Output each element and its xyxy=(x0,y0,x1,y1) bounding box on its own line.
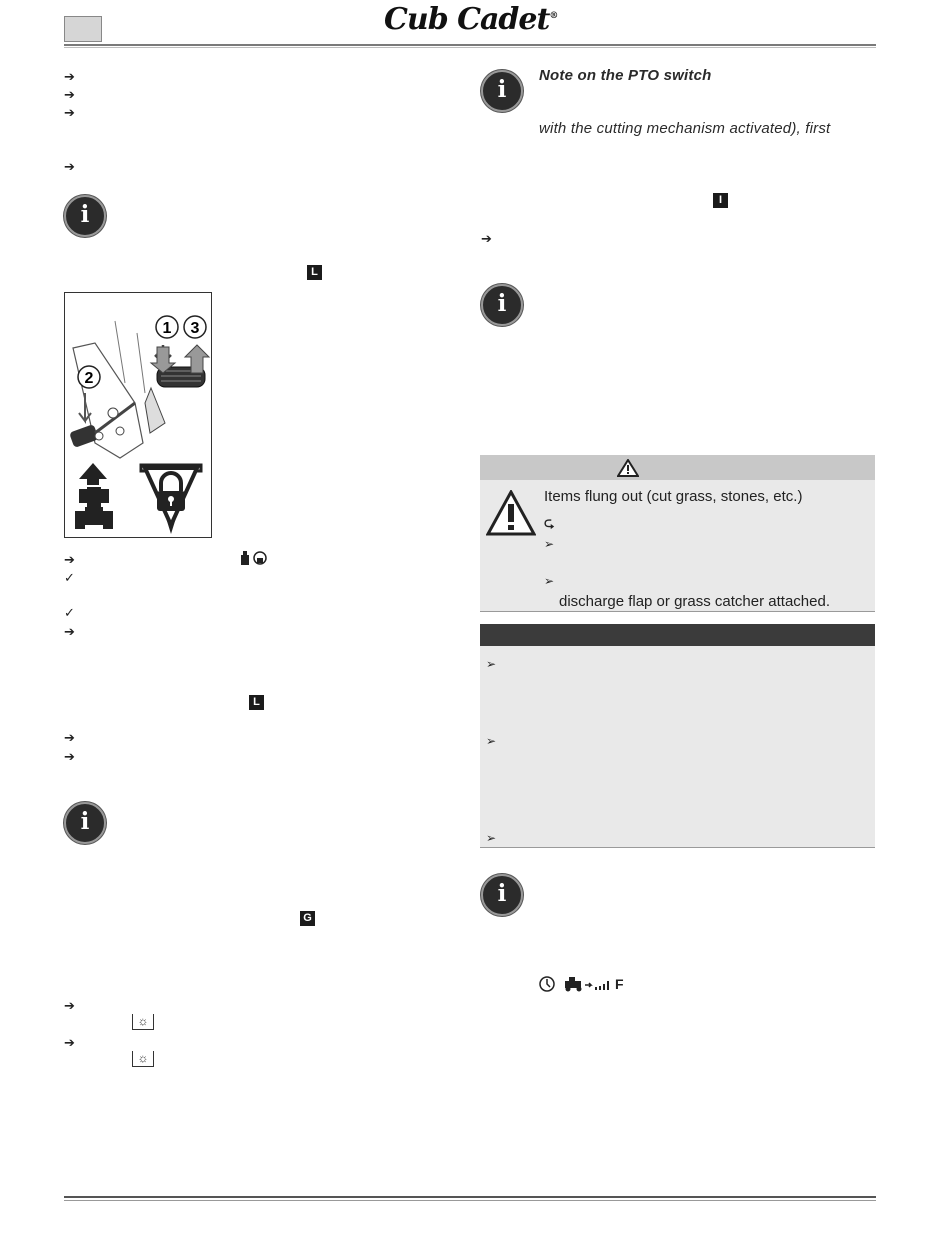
check-bullet: ✓ xyxy=(64,570,75,585)
arrow-bullet: ➔ xyxy=(64,730,75,745)
warning-line-4: discharge flap or grass catcher attached. xyxy=(559,593,830,610)
badge-G: G xyxy=(300,911,315,926)
pedal-illustration xyxy=(65,293,211,537)
arrow-bullet: ➔ xyxy=(481,231,492,246)
footer-rule xyxy=(64,1196,876,1198)
check-bullet: ✓ xyxy=(64,605,75,620)
warning-small-icon xyxy=(617,459,639,477)
arrow-bullet: ➔ xyxy=(64,624,75,639)
info-icon: i xyxy=(481,284,523,326)
notice-body xyxy=(480,646,875,848)
notice-header xyxy=(480,624,875,646)
tri-bullet: ➢ xyxy=(486,831,497,845)
trademark: ® xyxy=(549,11,558,21)
tri-bullet: ➢ xyxy=(486,657,497,671)
parking-brake-figure xyxy=(64,292,212,538)
tri-bullet: ➢ xyxy=(544,574,555,588)
speed-symbols-icon xyxy=(539,975,619,993)
arrow-bullet: ➔ xyxy=(64,749,75,764)
headlight-switch-icon: ☼ xyxy=(132,1051,154,1067)
info-icon: i xyxy=(481,874,523,916)
brand-name: Cub Cadet xyxy=(384,2,550,37)
footer-rule-thin xyxy=(64,1200,876,1201)
tri-bullet: ➢ xyxy=(486,734,497,748)
header-rule-thin xyxy=(64,47,876,48)
arrow-bullet: ➔ xyxy=(64,87,75,102)
arrow-bullet: ➔ xyxy=(64,998,75,1013)
info-icon: i xyxy=(64,195,106,237)
callout-1-label: 1 xyxy=(162,320,172,337)
forward-arrow-icon xyxy=(79,463,107,485)
arrow-bullet: ➔ xyxy=(64,1035,75,1050)
warning-triangle-icon xyxy=(486,490,536,536)
badge-L: L xyxy=(307,265,322,280)
arrow-bullet: ➔ xyxy=(64,159,75,174)
note-title: Note on the PTO switch xyxy=(539,67,712,84)
info-icon: i xyxy=(64,802,106,844)
badge-L: L xyxy=(249,695,264,710)
tractor-lock-icon xyxy=(239,550,271,566)
arrow-bullet: ➔ xyxy=(64,69,75,84)
page-number-tab xyxy=(64,16,102,42)
header-rule xyxy=(64,44,876,46)
tri-bullet: ➢ xyxy=(544,537,555,551)
speed-f-label: F xyxy=(615,976,624,992)
warning-header xyxy=(480,455,875,480)
brand-logo xyxy=(384,2,557,37)
warning-line-1: Items flung out (cut grass, stones, etc.) xyxy=(544,488,803,505)
info-icon: i xyxy=(481,70,523,112)
arrow-bullet: ➔ xyxy=(64,105,75,120)
return-arrow-bullet: ⮎ xyxy=(544,515,555,530)
arrow-bullet: ➔ xyxy=(64,552,75,567)
warning-body xyxy=(480,480,875,612)
callout-2-label: 2 xyxy=(84,370,94,387)
note-line: with the cutting mechanism activated), first xyxy=(539,120,831,137)
headlight-switch-icon: ☼ xyxy=(132,1014,154,1030)
badge-I: I xyxy=(713,193,728,208)
callout-3-label: 3 xyxy=(190,320,200,337)
